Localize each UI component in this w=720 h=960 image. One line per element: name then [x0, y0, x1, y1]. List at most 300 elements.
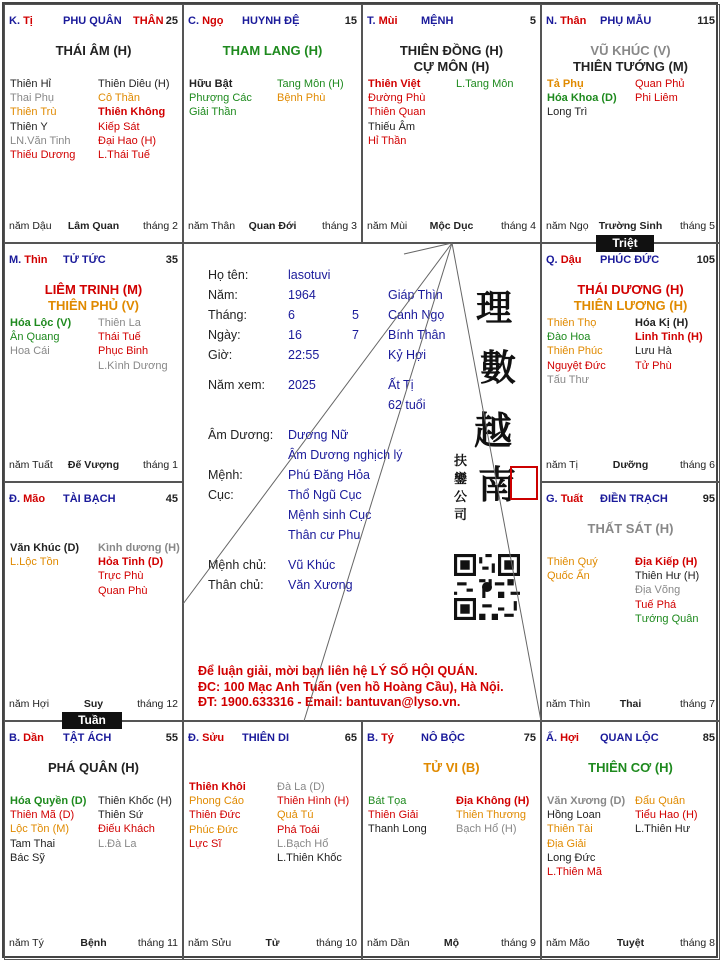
palace-name: TÀI BẠCH: [63, 493, 116, 505]
palace-branch: C. Ngọ: [188, 15, 224, 27]
palace-header: [9, 254, 178, 268]
thang-label: Tháng:: [208, 308, 247, 322]
minor-star: Địa Võng: [635, 584, 681, 597]
palace-year: năm Ngọ: [546, 220, 589, 232]
side-char-3: 公: [454, 490, 468, 505]
minor-star: Phi Liêm: [635, 92, 678, 105]
minor-stars-left: [10, 541, 79, 569]
palace-phase: Quan Đới: [248, 220, 297, 232]
notice-line-1: Để luận giải, mời bạn liên hệ LÝ SỐ HỘI QUÁN.: [198, 664, 478, 678]
palace-branch: T. Mùi: [367, 15, 398, 27]
side-char-2: 鑾: [454, 472, 468, 487]
palace-footer: [9, 937, 178, 951]
minor-star: Hữu Bật: [189, 78, 233, 90]
minor-star: Hỏa Tinh (D): [98, 556, 164, 569]
minor-stars-left: [547, 77, 617, 120]
nam-xem-label: Năm xem:: [208, 378, 265, 392]
palace-age: 105: [696, 254, 715, 266]
palace-month: tháng 12: [137, 698, 178, 710]
palace-name: TẬT ÁCH: [63, 732, 112, 744]
palace-phase: Thai: [619, 698, 642, 710]
minor-stars-left: [10, 316, 71, 359]
palace-cell-hoi[interactable]: [541, 721, 720, 960]
minor-star: L.Thái Tuế: [98, 148, 150, 161]
nam-xem-value: 2025: [288, 378, 316, 392]
minor-star: L.Thiên Hư: [635, 823, 691, 836]
minor-star: Tang Môn (H): [277, 78, 344, 90]
palace-branch: B. Dần: [9, 732, 44, 744]
minor-star: Bác Sỹ: [10, 851, 45, 864]
palace-name: PHU QUÂN: [63, 15, 122, 27]
main-star: CỰ MÔN (H): [413, 59, 490, 74]
palace-footer: [546, 698, 715, 712]
palace-branch: Ấ. Hợi: [546, 732, 579, 744]
main-star: THIÊN PHỦ (V): [48, 298, 139, 313]
center-info-panel: [183, 243, 541, 721]
thang-value: 6: [288, 308, 295, 322]
minor-stars-left: [368, 794, 427, 837]
palace-phase: Mộ: [443, 937, 460, 949]
palace-cell-suu[interactable]: [183, 721, 362, 960]
ho-ten-value: lasotuvi: [288, 268, 331, 282]
minor-star: Thiên Hình (H): [277, 795, 350, 808]
palace-name: PHỤ MẪU: [600, 15, 652, 27]
minor-star: L.Thiên Mã: [547, 865, 603, 878]
minor-stars-right: [277, 77, 344, 105]
ngay-label: Ngày:: [208, 328, 241, 342]
am-duong-value: Dương Nữ: [288, 428, 349, 442]
palace-branch: Đ. Mão: [9, 493, 46, 505]
main-star: VŨ KHÚC (V): [590, 43, 671, 58]
palace-branch: G. Tuất: [546, 493, 584, 505]
menh-label: Mệnh:: [208, 468, 243, 482]
minor-star: Thiên Thương: [456, 809, 527, 822]
minor-stars-left: [547, 316, 606, 387]
minor-star: Đường Phù: [368, 92, 426, 105]
palace-cell-ty[interactable]: [4, 4, 183, 243]
main-stars: [542, 521, 719, 537]
minor-star: L.Tang Môn: [456, 78, 514, 90]
main-star: THAM LANG (H): [222, 43, 323, 58]
palace-branch: B. Tý: [367, 732, 394, 744]
minor-star: Địa Kiếp (H): [635, 556, 698, 568]
minor-star: Thiên Quý: [547, 556, 598, 568]
palace-phase: Lâm Quan: [67, 220, 120, 232]
calligraphy-char-2: 數: [480, 347, 517, 389]
than-cu-value: Thân cư Phu: [288, 528, 361, 542]
palace-name: QUAN LỘC: [600, 732, 659, 744]
palace-age: 45: [165, 493, 178, 505]
minor-star: L.Đà La: [98, 837, 137, 850]
red-seal-stamp: [510, 466, 538, 500]
palace-header: [546, 15, 715, 29]
palace-month: tháng 1: [142, 459, 178, 471]
minor-star: Phá Toái: [277, 823, 320, 836]
palace-cell-thin[interactable]: [4, 243, 183, 482]
palace-month: tháng 7: [679, 698, 715, 710]
minor-star: Hỉ Thần: [368, 134, 407, 147]
minor-star: L.Kình Dương: [98, 359, 168, 372]
palace-phase: Trường Sinh: [598, 220, 663, 232]
palace-header: [546, 254, 715, 268]
palace-phase: Mộc Dục: [429, 220, 474, 232]
minor-star: Lưu Hà: [635, 345, 672, 358]
minor-star: Tuế Phá: [635, 598, 677, 611]
qr-code-icon[interactable]: [454, 554, 520, 620]
thang-lunar: 5: [352, 308, 359, 322]
palace-month: tháng 10: [316, 937, 357, 949]
minor-star: Địa Giải: [547, 837, 587, 850]
minor-star: L.Thiên Khốc: [277, 851, 342, 864]
main-stars: [542, 43, 719, 75]
than-chu-label: Thân chủ:: [208, 578, 264, 592]
minor-star: Thiên Sứ: [98, 809, 144, 822]
cuc-label: Cục:: [208, 488, 234, 502]
am-duong-label: Âm Dương:: [208, 428, 274, 442]
minor-star: Tử Phù: [635, 359, 672, 372]
palace-year: năm Sửu: [188, 937, 232, 949]
nam-can-chi: Giáp Thìn: [388, 288, 443, 302]
palace-name: MỆNH: [421, 15, 454, 27]
minor-stars-right: [635, 555, 699, 626]
minor-stars-left: [547, 794, 625, 879]
minor-star: Thiên Thọ: [547, 317, 597, 329]
palace-branch: Đ. Sửu: [188, 732, 225, 744]
main-star: THẤT SÁT (H): [587, 521, 674, 536]
minor-star: Đẩu Quân: [635, 795, 686, 807]
calligraphy-char-3: 越: [474, 408, 513, 453]
minor-star: Phong Cáo: [189, 795, 245, 808]
palace-phase: Dưỡng: [612, 459, 649, 471]
minor-star: Linh Tinh (H): [635, 331, 703, 344]
palace-phase: Suy: [83, 698, 104, 710]
minor-star: Lộc Tồn (M): [10, 823, 70, 836]
minor-star: Thiên Hỉ: [10, 78, 51, 90]
ngay-lunar: 7: [352, 328, 359, 342]
palace-cell-ty2[interactable]: [362, 721, 541, 960]
minor-star: Hóa Kị (H): [635, 317, 689, 329]
palace-name: NÔ BỘC: [421, 732, 465, 744]
minor-star: Hóa Quyền (D): [10, 795, 87, 807]
minor-star: Long Trì: [547, 106, 588, 119]
minor-stars-right: [98, 77, 170, 162]
palace-branch: N. Thân: [546, 15, 587, 27]
side-char-4: 司: [454, 508, 468, 523]
calligraphy-char-1: 理: [476, 287, 513, 329]
minor-star: Bát Tọa: [368, 795, 407, 807]
cuc-value: Thổ Ngũ Cục: [288, 488, 362, 502]
palace-month: tháng 2: [142, 220, 178, 232]
main-star: THIÊN TƯỚNG (M): [572, 59, 689, 74]
palace-year: năm Thân: [188, 220, 236, 232]
than-chu-value: Văn Xương: [288, 578, 353, 592]
palace-cell-mao[interactable]: [4, 482, 183, 721]
palace-footer: [9, 698, 178, 712]
palace-footer: [367, 937, 536, 951]
minor-star: Giải Thần: [189, 106, 237, 119]
minor-star: Thiên Hư (H): [635, 570, 700, 583]
minor-stars-left: [189, 77, 252, 120]
palace-phase: Tử: [265, 937, 280, 949]
minor-stars-left: [10, 77, 75, 162]
palace-age: 85: [702, 732, 715, 744]
minor-star: Thiếu Âm: [368, 120, 416, 133]
notice-line-3: ĐT: 1900.633316 - Email: bantuvan@lyso.vn.: [198, 695, 461, 709]
minor-star: Đào Hoa: [547, 331, 591, 344]
palace-footer: [546, 459, 715, 473]
minor-star: Hóa Lộc (V): [10, 317, 72, 329]
minor-stars-right: [98, 316, 168, 373]
minor-stars-right: [456, 794, 529, 837]
palace-footer: [9, 459, 178, 473]
palace-phase: Bệnh: [80, 937, 107, 949]
tuan-tag: Tuần: [62, 712, 122, 729]
palace-year: năm Hợi: [9, 698, 50, 710]
palace-month: tháng 9: [500, 937, 536, 949]
main-stars: [5, 282, 182, 314]
palace-age: 55: [165, 732, 178, 744]
minor-star: Tấu Thư: [547, 373, 590, 386]
palace-branch: Q. Dậu: [546, 254, 582, 266]
palace-name: TỬ TỨC: [63, 254, 106, 266]
minor-star: Kiếp Sát: [98, 120, 140, 133]
palace-month: tháng 5: [679, 220, 715, 232]
palace-header: [546, 732, 715, 746]
palace-branch: K. Tị: [9, 15, 33, 27]
minor-star: Phúc Đức: [189, 823, 238, 836]
palace-name: ĐIỀN TRẠCH: [600, 493, 668, 505]
palace-age: 15: [344, 15, 357, 27]
tuvi-chart: [2, 2, 718, 958]
side-char-1: 扶: [454, 454, 468, 469]
minor-stars-right: [456, 77, 513, 91]
minor-star: Ân Quang: [10, 331, 60, 344]
palace-year: năm Thìn: [546, 698, 591, 710]
palace-age: 5: [529, 15, 536, 27]
minor-star: Thiên Không: [98, 106, 166, 119]
minor-star: Thiên Khốc (H): [98, 795, 172, 807]
menh-value: Phú Đăng Hỏa: [288, 468, 371, 482]
minor-star: Tướng Quân: [635, 612, 699, 625]
minor-star: Địa Không (H): [456, 795, 530, 807]
main-star: THÁI DƯƠNG (H): [577, 282, 684, 297]
palace-age: 25: [165, 15, 178, 27]
minor-stars-right: [98, 794, 172, 851]
ngay-can-chi: Bính Thân: [388, 328, 446, 342]
minor-star: Tiểu Hao (H): [635, 809, 698, 822]
cuc-relation: Mệnh sinh Cục: [288, 508, 372, 522]
minor-star: Bạch Hổ (H): [456, 823, 517, 836]
palace-age: 65: [344, 732, 357, 744]
minor-star: Kình dương (H): [98, 542, 180, 554]
minor-stars-left: [368, 77, 425, 148]
palace-year: năm Dần: [367, 937, 410, 949]
palace-header: [367, 732, 536, 746]
palace-month: tháng 4: [500, 220, 536, 232]
palace-header: [9, 15, 178, 29]
minor-star: Thiên Khôi: [189, 781, 246, 793]
minor-star: Thiên Trù: [10, 106, 57, 119]
palace-footer: [546, 937, 715, 951]
gio-label: Giờ:: [208, 348, 233, 362]
palace-header: [188, 15, 357, 29]
minor-star: Điếu Khách: [98, 823, 155, 836]
minor-star: Tam Thai: [10, 837, 56, 850]
palace-cell-dan[interactable]: [4, 721, 183, 960]
palace-cell-mui[interactable]: [362, 4, 541, 243]
minor-star: Quốc Ấn: [547, 570, 590, 583]
minor-star: Thiên Giải: [368, 809, 419, 822]
minor-stars-left: [547, 555, 598, 583]
palace-month: tháng 8: [679, 937, 715, 949]
main-stars: [184, 43, 361, 59]
than-marker: THÂN: [133, 15, 164, 27]
main-star: THIÊN CƠ (H): [588, 760, 673, 775]
minor-star: Đại Hao (H): [98, 134, 157, 147]
notice-line-2: ĐC: 100 Mạc Anh Tuấn (ven hồ Hoàng Cầu), Hà Nội.: [198, 679, 504, 694]
minor-star: Thiếu Dương: [10, 148, 76, 161]
palace-year: năm Tị: [546, 459, 578, 471]
minor-stars-right: [635, 77, 685, 105]
calligraphy-char-4: 南: [478, 462, 517, 507]
palace-header: [546, 493, 715, 507]
contact-notice: [198, 664, 504, 711]
palace-name: HUYNH ĐỆ: [242, 15, 300, 27]
palace-cell-than[interactable]: [541, 4, 720, 243]
palace-header: [9, 732, 178, 746]
palace-year: năm Tý: [9, 937, 44, 949]
minor-star: Thiên Phúc: [547, 345, 603, 358]
minor-star: Hoa Cái: [10, 345, 50, 358]
main-star: THIÊN ĐỒNG (H): [399, 43, 504, 58]
main-stars: [5, 760, 182, 776]
minor-star: Thiên Việt: [368, 78, 421, 90]
minor-stars-right: [98, 541, 180, 598]
minor-star: Thiên Quan: [368, 106, 426, 119]
palace-age: 75: [523, 732, 536, 744]
tuoi-value: 62 tuổi: [388, 398, 426, 412]
main-stars: [363, 43, 540, 75]
minor-star: Quan Phủ: [635, 78, 685, 90]
palace-phase: Đế Vượng: [67, 459, 120, 471]
minor-star: Thiên Mã (D): [10, 809, 75, 822]
palace-header: [367, 15, 536, 29]
minor-star: Cô Thần: [98, 92, 140, 105]
palace-footer: [9, 220, 178, 234]
nam-value: 1964: [288, 288, 316, 302]
palace-month: tháng 11: [137, 937, 178, 949]
palace-age: 115: [697, 15, 715, 27]
minor-star: Bệnh Phù: [277, 92, 326, 105]
minor-star: L.Lộc Tồn: [10, 556, 59, 569]
palace-month: tháng 6: [679, 459, 715, 471]
main-star: THÁI ÂM (H): [55, 43, 132, 58]
main-star: TỬ VI (B): [423, 760, 480, 775]
nam-label: Năm:: [208, 288, 238, 302]
minor-star: Trực Phù: [98, 570, 144, 583]
minor-star: Thái Tuế: [98, 331, 141, 344]
menh-chu-label: Mệnh chủ:: [208, 558, 267, 572]
minor-star: Thiên Đức: [189, 809, 241, 822]
gio-can-chi: Kỷ Hợi: [388, 348, 427, 362]
palace-age: 35: [165, 254, 178, 266]
minor-star: L.Bạch Hổ: [277, 837, 329, 850]
minor-stars-left: [189, 780, 246, 851]
minor-star: Long Đức: [547, 851, 596, 864]
am-duong-note: Âm Dương nghịch lý: [288, 448, 403, 462]
minor-star: Lực Sĩ: [189, 837, 222, 850]
palace-year: năm Mão: [546, 937, 590, 949]
palace-header: [188, 732, 357, 746]
thang-can-chi: Canh Ngọ: [388, 308, 445, 322]
minor-stars-right: [635, 794, 698, 837]
main-star: PHÁ QUÂN (H): [48, 760, 139, 775]
minor-stars-left: [10, 794, 86, 865]
minor-star: Thai Phụ: [10, 92, 55, 105]
menh-chu-value: Vũ Khúc: [288, 558, 336, 572]
main-star: LIÊM TRINH (M): [44, 282, 143, 297]
main-stars: [363, 760, 540, 776]
main-star: THIÊN LƯƠNG (H): [573, 298, 688, 313]
palace-cell-tuat[interactable]: [541, 482, 720, 721]
minor-star: Văn Khúc (D): [10, 542, 80, 554]
main-stars: [5, 43, 182, 59]
minor-star: Thiên Diêu (H): [98, 78, 170, 90]
palace-footer: [188, 220, 357, 234]
main-stars: [542, 760, 719, 776]
minor-stars-right: [635, 316, 703, 373]
minor-star: LN.Văn Tinh: [10, 134, 71, 147]
palace-cell-ngo[interactable]: [183, 4, 362, 243]
minor-star: Tả Phụ: [547, 78, 584, 90]
palace-year: năm Mùi: [367, 220, 408, 232]
minor-star: Quả Tú: [277, 809, 314, 822]
palace-header: [9, 493, 178, 507]
minor-star: Thiên Y: [10, 120, 48, 133]
minor-star: Thanh Long: [368, 823, 427, 836]
ho-ten-label: Họ tên:: [208, 268, 249, 282]
palace-year: năm Tuất: [9, 459, 53, 471]
minor-star: Phục Binh: [98, 345, 149, 358]
palace-footer: [546, 220, 715, 234]
nam-xem-can-chi: Ất Tị: [388, 378, 414, 392]
minor-star: Nguyệt Đức: [547, 359, 606, 372]
minor-star: Đà La (D): [277, 781, 325, 793]
minor-star: Thiên La: [98, 317, 141, 329]
minor-star: Hóa Khoa (D): [547, 92, 617, 105]
triet-tag: Triệt: [596, 235, 654, 252]
palace-phase: Tuyệt: [616, 937, 645, 949]
palace-month: tháng 3: [321, 220, 357, 232]
minor-star: Phượng Các: [189, 92, 252, 105]
palace-branch: M. Thìn: [9, 254, 48, 266]
palace-year: năm Dậu: [9, 220, 52, 232]
minor-star: Hồng Loan: [547, 809, 601, 822]
palace-cell-dau[interactable]: [541, 243, 720, 482]
palace-footer: [367, 220, 536, 234]
palace-footer: [188, 937, 357, 951]
palace-name: THIÊN DI: [242, 732, 290, 744]
gio-value: 22:55: [288, 348, 320, 362]
ngay-value: 16: [288, 328, 302, 342]
main-stars: [542, 282, 719, 314]
minor-stars-right: [277, 780, 349, 865]
minor-star: Quan Phù: [98, 584, 148, 597]
minor-star: Thiên Tài: [547, 823, 593, 836]
palace-age: 95: [702, 493, 715, 505]
palace-name: PHÚC ĐỨC: [600, 254, 660, 266]
minor-star: Văn Xương (D): [547, 795, 626, 807]
